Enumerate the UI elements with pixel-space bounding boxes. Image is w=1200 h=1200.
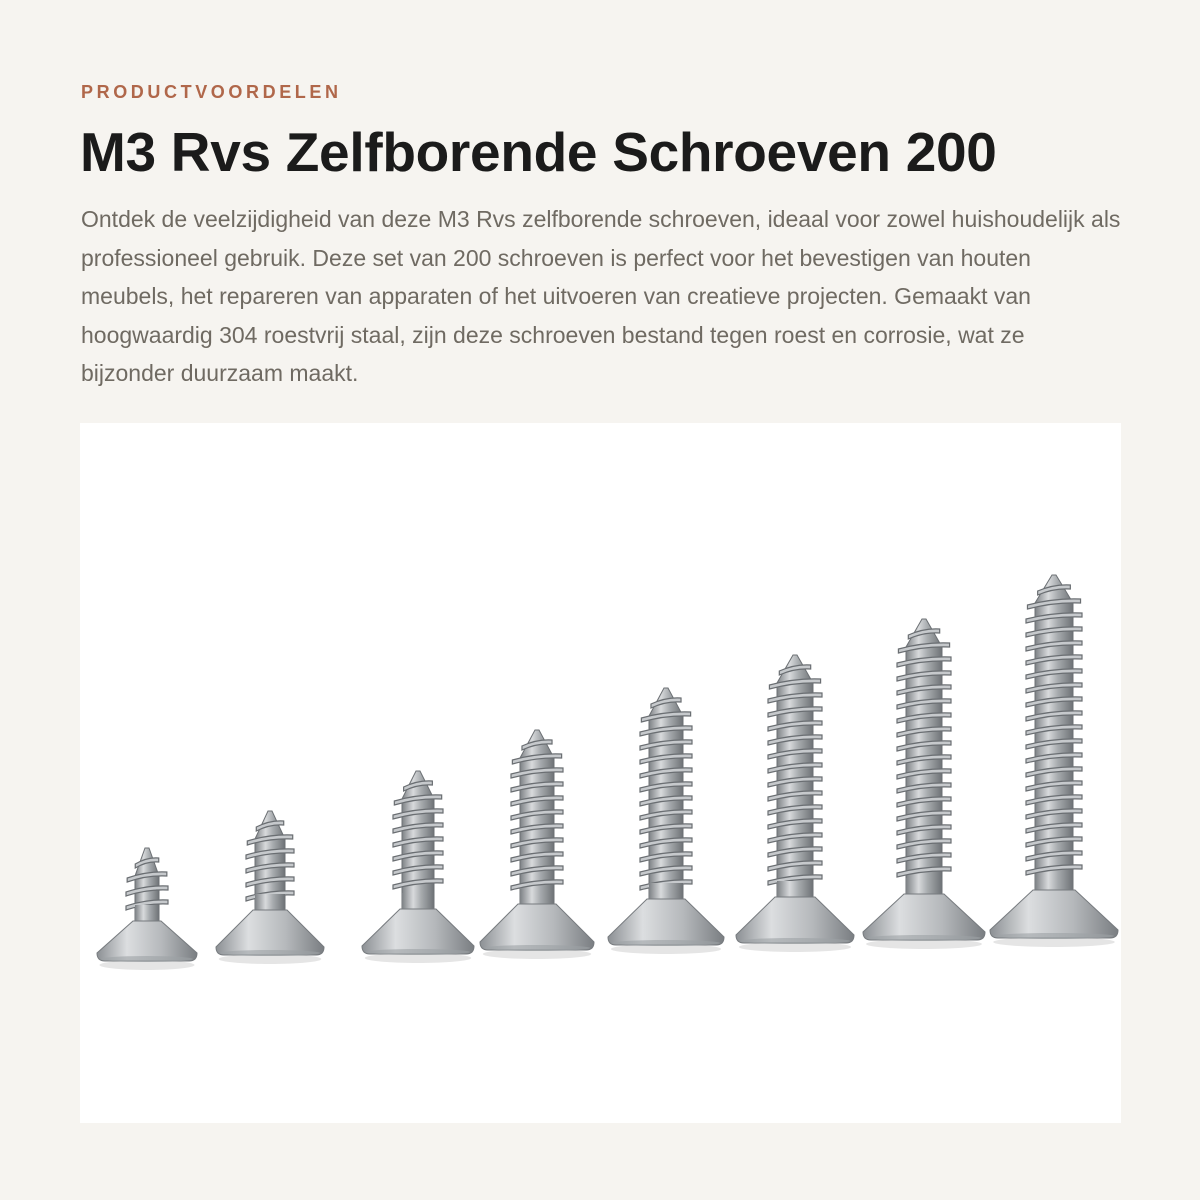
screw bbox=[736, 655, 854, 952]
page-title: M3 Rvs Zelfborende Schroeven 200 bbox=[80, 121, 997, 183]
screws-illustration bbox=[80, 423, 1121, 1123]
screw bbox=[97, 848, 197, 970]
screw bbox=[216, 811, 324, 964]
section-eyebrow: PRODUCTVOORDELEN bbox=[81, 82, 342, 102]
screw bbox=[480, 730, 594, 959]
product-description: Ontdek de veelzijdigheid van deze M3 Rvs zelfborende schroeven, ideaal voor zowel huishoudelijk als professioneel gebruik. Deze set van 200 schroeven is perfect voor het bevestigen van houten meubels, het repareren van apparaten of het uitvoeren van creatieve projecten. Gemaakt van hoogwaardig 304 roestvrij staal, zijn deze schroeven bestand tegen roest en corrosie, wat ze bijzonder duurzaam maakt. bbox=[81, 206, 1121, 386]
screw bbox=[362, 771, 474, 963]
screw bbox=[608, 688, 724, 954]
screw bbox=[863, 619, 985, 949]
screw bbox=[990, 575, 1118, 947]
product-photo bbox=[80, 423, 1121, 1123]
